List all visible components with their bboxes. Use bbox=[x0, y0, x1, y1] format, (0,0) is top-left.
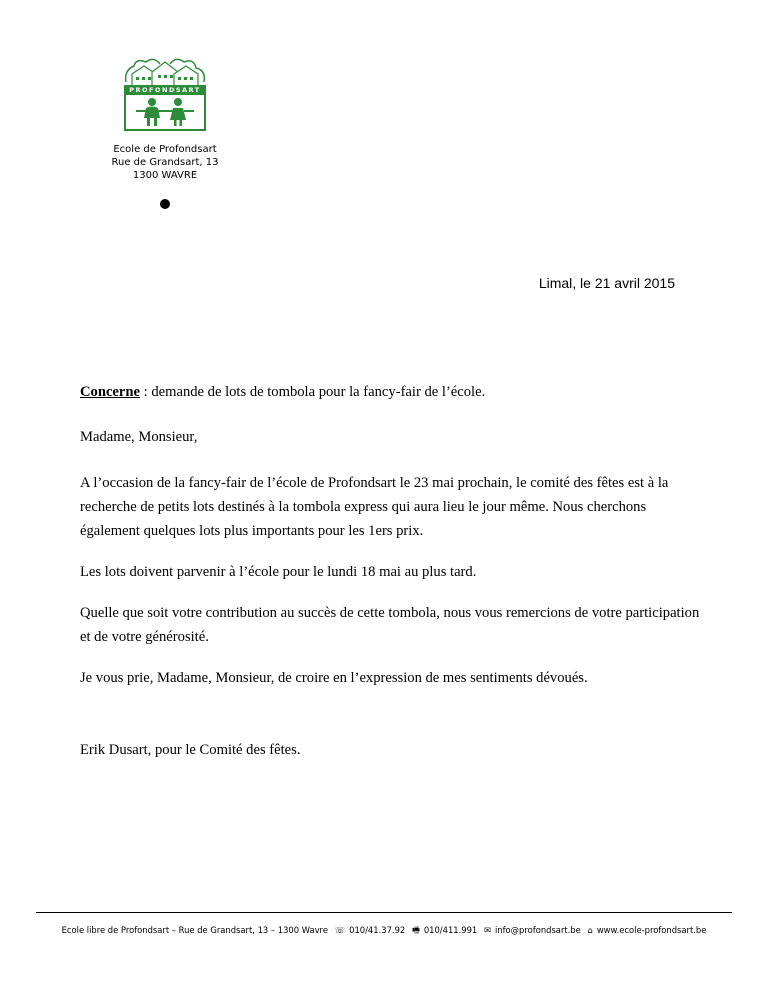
paragraph-3: Quelle que soit votre contribution au succès de cette tombola, nous vous remercions de votre participation et de votre générosité. bbox=[80, 605, 700, 645]
subject-line bbox=[80, 380, 700, 404]
paragraph-4: Je vous prie, Madame, Monsieur, de croire en l’expression de mes sentiments dévoués. bbox=[80, 670, 588, 686]
footer-divider bbox=[36, 912, 732, 913]
footer-fax: 010/411.991 bbox=[423, 925, 478, 935]
footer-phone: 010/41.37.92 bbox=[349, 925, 406, 935]
paragraph-2: Les lots doivent parvenir à l’école pour le lundi 18 mai au plus tard. bbox=[80, 564, 477, 580]
paragraph-1: A l’occasion de la fancy-fair de l’école de Profondsart le 23 mai prochain, le comité des fêtes est à la recherche de petits lots destinés à la tombola express qui aura lieu le jour même. Nous cherchons également quelques lots plus importants pour les 1ers prix. bbox=[80, 475, 669, 539]
subject-label: Concerne bbox=[80, 384, 140, 400]
footer-address: Ecole libre de Profondsart – Rue de Grandsart, 13 – 1300 Wavre bbox=[61, 925, 328, 935]
signature: Erik Dusart, pour le Comité des fêtes. bbox=[80, 742, 301, 758]
school-logo bbox=[122, 56, 208, 132]
sender-street: Rue de Grandsart, 13 bbox=[111, 157, 219, 168]
footer-email[interactable]: info@profondsart.be bbox=[494, 925, 581, 935]
phone-icon: ☏ bbox=[334, 925, 346, 935]
logo-text: PROFONDSART bbox=[129, 86, 201, 94]
subject-text: : demande de lots de tombola pour la fancy-fair de l’école. bbox=[139, 384, 486, 400]
sender-city: 1300 WAVRE bbox=[132, 170, 198, 181]
sender-address bbox=[100, 143, 230, 182]
sender-name: Ecole de Profondsart bbox=[113, 144, 217, 155]
letter-body bbox=[80, 380, 700, 762]
bullet-dot bbox=[160, 199, 170, 209]
greeting: Madame, Monsieur, bbox=[80, 429, 198, 445]
website-icon: ⌂ bbox=[587, 925, 593, 935]
footer-website[interactable]: www.ecole-profondsart.be bbox=[596, 925, 707, 935]
footer bbox=[0, 925, 768, 939]
letter-date: Limal, le 21 avril 2015 bbox=[538, 275, 675, 291]
fax-icon: 🖷 bbox=[411, 925, 420, 935]
email-icon: ✉ bbox=[483, 925, 491, 935]
